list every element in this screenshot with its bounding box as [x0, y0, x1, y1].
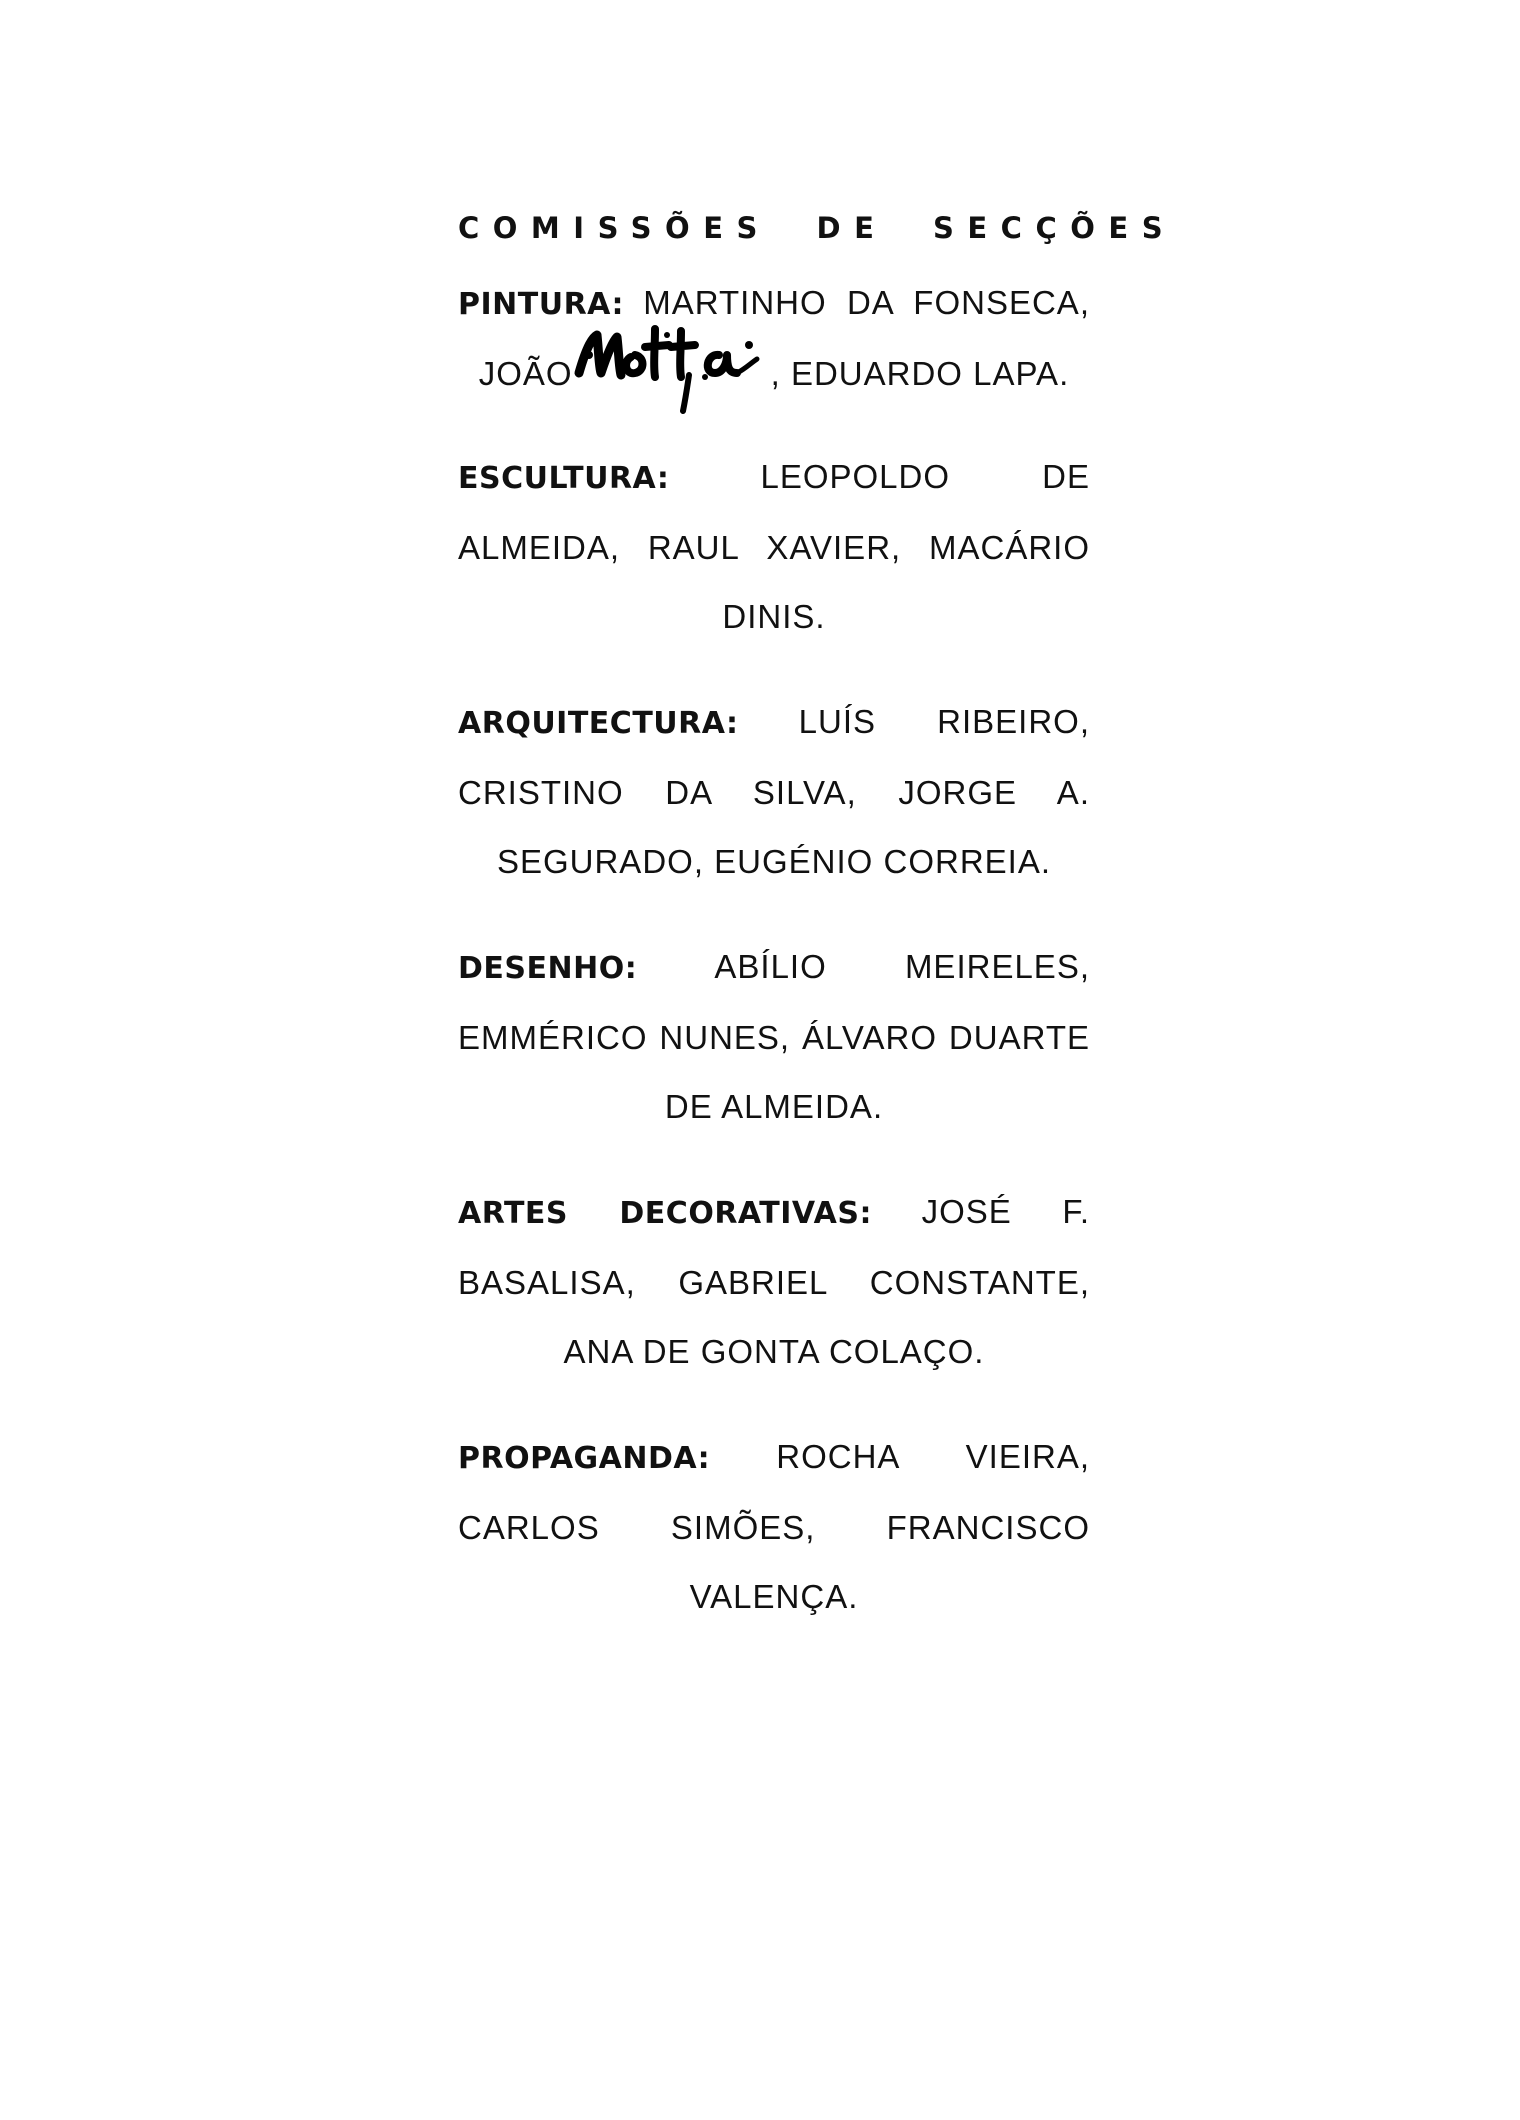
section-label: DESENHO: — [458, 951, 638, 986]
section-names: LUÍS RIBEIRO, CRISTINO DA SILVA, JORGE A. SEGURADO, EUGÉNIO CORREIA. — [458, 703, 1091, 880]
section-label: ARQUITECTURA: — [458, 706, 739, 741]
document-page — [458, 200, 1177, 1631]
section-propaganda — [458, 1422, 1090, 1631]
section-label: ARTES DECORATIVAS: — [458, 1196, 872, 1231]
section-names: ROCHA VIEIRA, CARLOS SIMÕES, FRANCISCO VALENÇA. — [458, 1438, 1091, 1615]
section-pintura — [458, 268, 1090, 408]
section-desenho — [458, 932, 1090, 1141]
signature-stamp — [573, 345, 771, 385]
section-label: PINTURA: — [458, 287, 624, 322]
signature-mark — [569, 315, 775, 415]
section-label: ESCULTURA: — [458, 461, 670, 496]
section-names-after: , EDUARDO LAPA. — [770, 355, 1070, 392]
section-names-before: MARTINHO DA FONSECA, JOÃO — [478, 284, 1090, 392]
section-names: LEOPOLDO DE ALMEIDA, RAUL XAVIER, MACÁRIO DINIS. — [458, 458, 1091, 635]
section-artes-decorativas — [458, 1177, 1090, 1386]
section-escultura — [458, 442, 1090, 651]
section-names: JOSÉ F. BASALISA, GABRIEL CONSTANTE, ANA DE GONTA COLAÇO. — [458, 1193, 1091, 1370]
section-arquitectura — [458, 687, 1090, 896]
section-names: ABÍLIO MEIRELES, EMMÉRICO NUNES, ÁLVARO DUARTE DE ALMEIDA. — [458, 948, 1090, 1125]
document-title: COMISSÕES DE SECÇÕES — [458, 211, 1177, 245]
section-label: PROPAGANDA: — [458, 1441, 711, 1476]
